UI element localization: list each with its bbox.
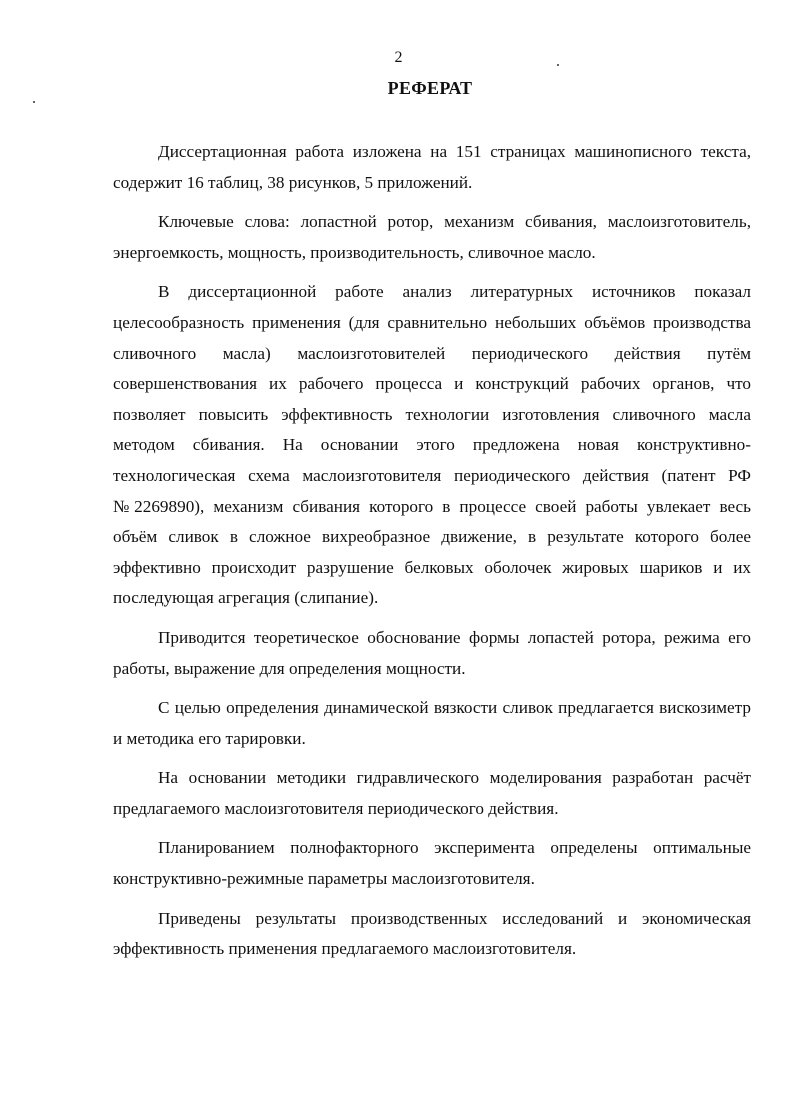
paragraph: Приведены результаты производственных исследований и экономическая эффективность применения предлагаемого маслоизготовителя. <box>113 908 751 959</box>
paragraph: На основании методики гидравлического моделирования разработан расчёт предлагаемого маслоизготовителя периодического действия. <box>113 768 751 818</box>
page-title: РЕФЕРАТ <box>387 78 473 98</box>
paragraph: Планированием полнофакторного эксперимента определены оптимальные конструктивно-режимные параметры маслоизготовителя. <box>113 838 751 889</box>
scan-speck <box>33 101 35 103</box>
paragraph: Ключевые слова: лопастной ротор, механизм сбивания, маслоизготовитель, энергоемкость, мощность, производительность, сливочное масло. <box>113 212 751 262</box>
abstract-body <box>113 137 751 974</box>
paragraph: Приводится теоретическое обоснование формы лопастей ротора, режима его работы, выражение для определения мощности. <box>113 627 751 678</box>
page-number: 2 <box>394 49 403 66</box>
paragraph: В диссертационной работе анализ литературных источников показал целесообразность применения (для сравнительно небольших объёмов производства сливочного масла) маслоизготовителей периодического действия путём совершенствования их рабочего процесса и конструкций рабочих органов, что позволяет повысить эффективность технологии изготовления сливочного масла методом сбивания. На основании этого предложена новая конструктивно-технологическая схема маслоизготовителя периодического действия (патент РФ №2269890), механизм сбивания которого в процессе своей работы увлекает весь объём сливок в сложное вихреобразное движение, в результате которого более эффективно происходит разрушение белковых оболочек жировых шариков и их последующая агрегация (слипание). <box>113 282 751 608</box>
paragraph: С целью определения динамической вязкости сливок предлагается вискозиметр и методика его тарировки. <box>113 698 751 748</box>
scan-speck <box>557 64 559 66</box>
paragraph: Диссертационная работа изложена на 151 страницах машинописного текста, содержит 16 таблиц, 38 рисунков, 5 приложений. <box>113 142 751 192</box>
